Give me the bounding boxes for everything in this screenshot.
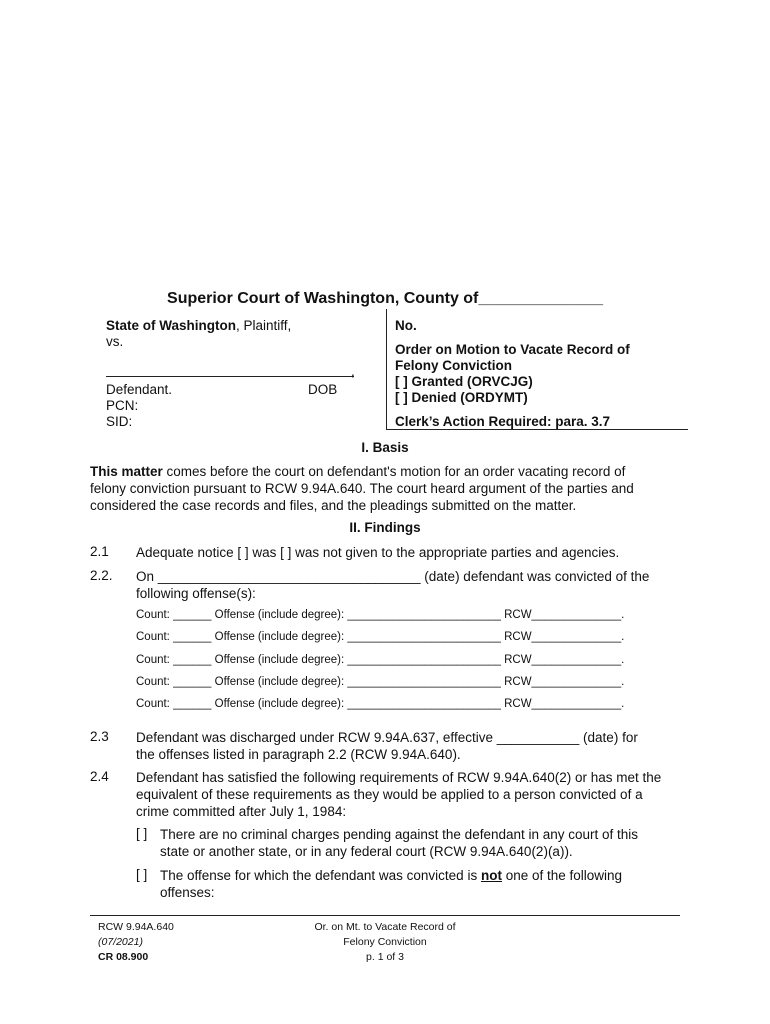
footer-title-line-2: Felony Conviction xyxy=(343,936,427,948)
footer-title-line-1: Or. on Mt. to Vacate Record of xyxy=(314,921,456,933)
footer-form-info xyxy=(98,920,174,965)
no-pending-charges-checkbox[interactable]: [ ] xyxy=(136,826,148,841)
defendant-line-comma: , xyxy=(351,364,355,379)
finding-2-3-line-2: the offenses listed in paragraph 2.2 (RCW 9.94A.640). xyxy=(136,747,461,762)
plaintiff-name: State of Washington xyxy=(106,318,236,333)
finding-2-4-line-3: crime committed after July 1, 1984: xyxy=(136,804,347,819)
finding-2-3-number: 2.3 xyxy=(90,729,109,744)
finding-2-2-number: 2.2. xyxy=(90,568,113,583)
denied-checkbox[interactable]: [ ] Denied (ORDYMT) xyxy=(395,390,528,405)
no-pending-charges-text xyxy=(160,826,680,860)
count-row: Count: ______ Offense (include degree): ________________________ RCW______________. xyxy=(136,698,625,710)
plaintiff-role: , Plaintiff, xyxy=(236,318,292,333)
basis-lead: This matter xyxy=(90,464,163,479)
footer-page-number: p. 1 of 3 xyxy=(366,951,404,963)
findings-heading: II. Findings xyxy=(349,520,421,535)
basis-text-3: considered the case records and files, and the pleadings submitted on the matter. xyxy=(90,498,577,513)
footer-rule xyxy=(90,915,680,916)
finding-2-4-text xyxy=(136,769,681,820)
finding-2-4-line-1: Defendant has satisfied the following requirements of RCW 9.94A.640(2) or has met the xyxy=(136,770,662,785)
finding-2-1-text: Adequate notice [ ] was [ ] was not given to the appropriate parties and agencies. xyxy=(136,545,620,560)
order-title-line-1: Order on Motion to Vacate Record of xyxy=(395,342,630,357)
caption-parties xyxy=(106,318,376,350)
basis-paragraph xyxy=(90,463,680,514)
offense-not-listed-checkbox[interactable]: [ ] xyxy=(136,867,148,882)
finding-2-4-line-2: equivalent of these requirements as they would be applied to a person convicted of a xyxy=(136,787,643,802)
no-pending-charges-line-1: There are no criminal charges pending against the defendant in any court of this xyxy=(160,827,639,842)
footer-document-title xyxy=(270,920,500,965)
dob-label: DOB xyxy=(308,382,338,397)
clerk-action-note: Clerk’s Action Required: para. 3.7 xyxy=(395,414,611,429)
finding-2-4-number: 2.4 xyxy=(90,769,109,784)
footer-form-number: CR 08.900 xyxy=(98,951,149,963)
count-row: Count: ______ Offense (include degree): ________________________ RCW______________. xyxy=(136,654,625,666)
no-pending-charges-line-2: state or another state, or in any federal court (RCW 9.94A.640(2)(a)). xyxy=(160,844,573,859)
basis-text-2: felony conviction pursuant to RCW 9.94A.640. The court heard argument of the parties and xyxy=(90,481,634,496)
order-title-line-2: Felony Conviction xyxy=(395,358,513,373)
finding-2-3-line-1: Defendant was discharged under RCW 9.94A.637, effective ___________ (date) for xyxy=(136,730,638,745)
finding-2-3-text xyxy=(136,729,681,763)
caption-divider-vertical xyxy=(386,309,387,430)
count-row: Count: ______ Offense (include degree): ________________________ RCW______________. xyxy=(136,609,625,621)
finding-2-1-number: 2.1 xyxy=(90,544,109,559)
plaintiff-line xyxy=(106,318,376,334)
count-row: Count: ______ Offense (include degree): ________________________ RCW______________. xyxy=(136,676,625,688)
defendant-name-line xyxy=(106,376,354,377)
finding-2-2-line-1: On ___________________________________ (date) defendant was convicted of the xyxy=(136,569,650,584)
caption-divider-horizontal xyxy=(386,429,688,430)
offense-not-listed-text xyxy=(160,867,680,901)
finding-2-2-line-2: following offense(s): xyxy=(136,586,256,601)
basis-heading: I. Basis xyxy=(361,440,409,455)
order-title xyxy=(395,342,687,406)
finding-2-2-text xyxy=(136,568,681,602)
count-row: Count: ______ Offense (include degree): ________________________ RCW______________. xyxy=(136,631,625,643)
footer-statute: RCW 9.94A.640 xyxy=(98,921,174,933)
defendant-label: Defendant. xyxy=(106,382,173,397)
granted-checkbox[interactable]: [ ] Granted (ORVCJG) xyxy=(395,374,533,389)
sid-label: SID: xyxy=(106,414,133,429)
pcn-label: PCN: xyxy=(106,398,139,413)
court-title: Superior Court of Washington, County of______________ xyxy=(167,290,603,307)
vs-label: vs. xyxy=(106,334,124,349)
offense-not-listed-pre: The offense for which the defendant was convicted is xyxy=(160,868,481,883)
basis-text-1: comes before the court on defendant's motion for an order vacating record of xyxy=(162,464,626,479)
offense-not-listed-line-2: offenses: xyxy=(160,885,215,900)
case-number-label: No. xyxy=(395,318,417,333)
footer-date: (07/2021) xyxy=(98,936,143,948)
offense-not-emphasis: not xyxy=(480,868,502,883)
offense-not-listed-post: one of the following xyxy=(501,868,623,883)
